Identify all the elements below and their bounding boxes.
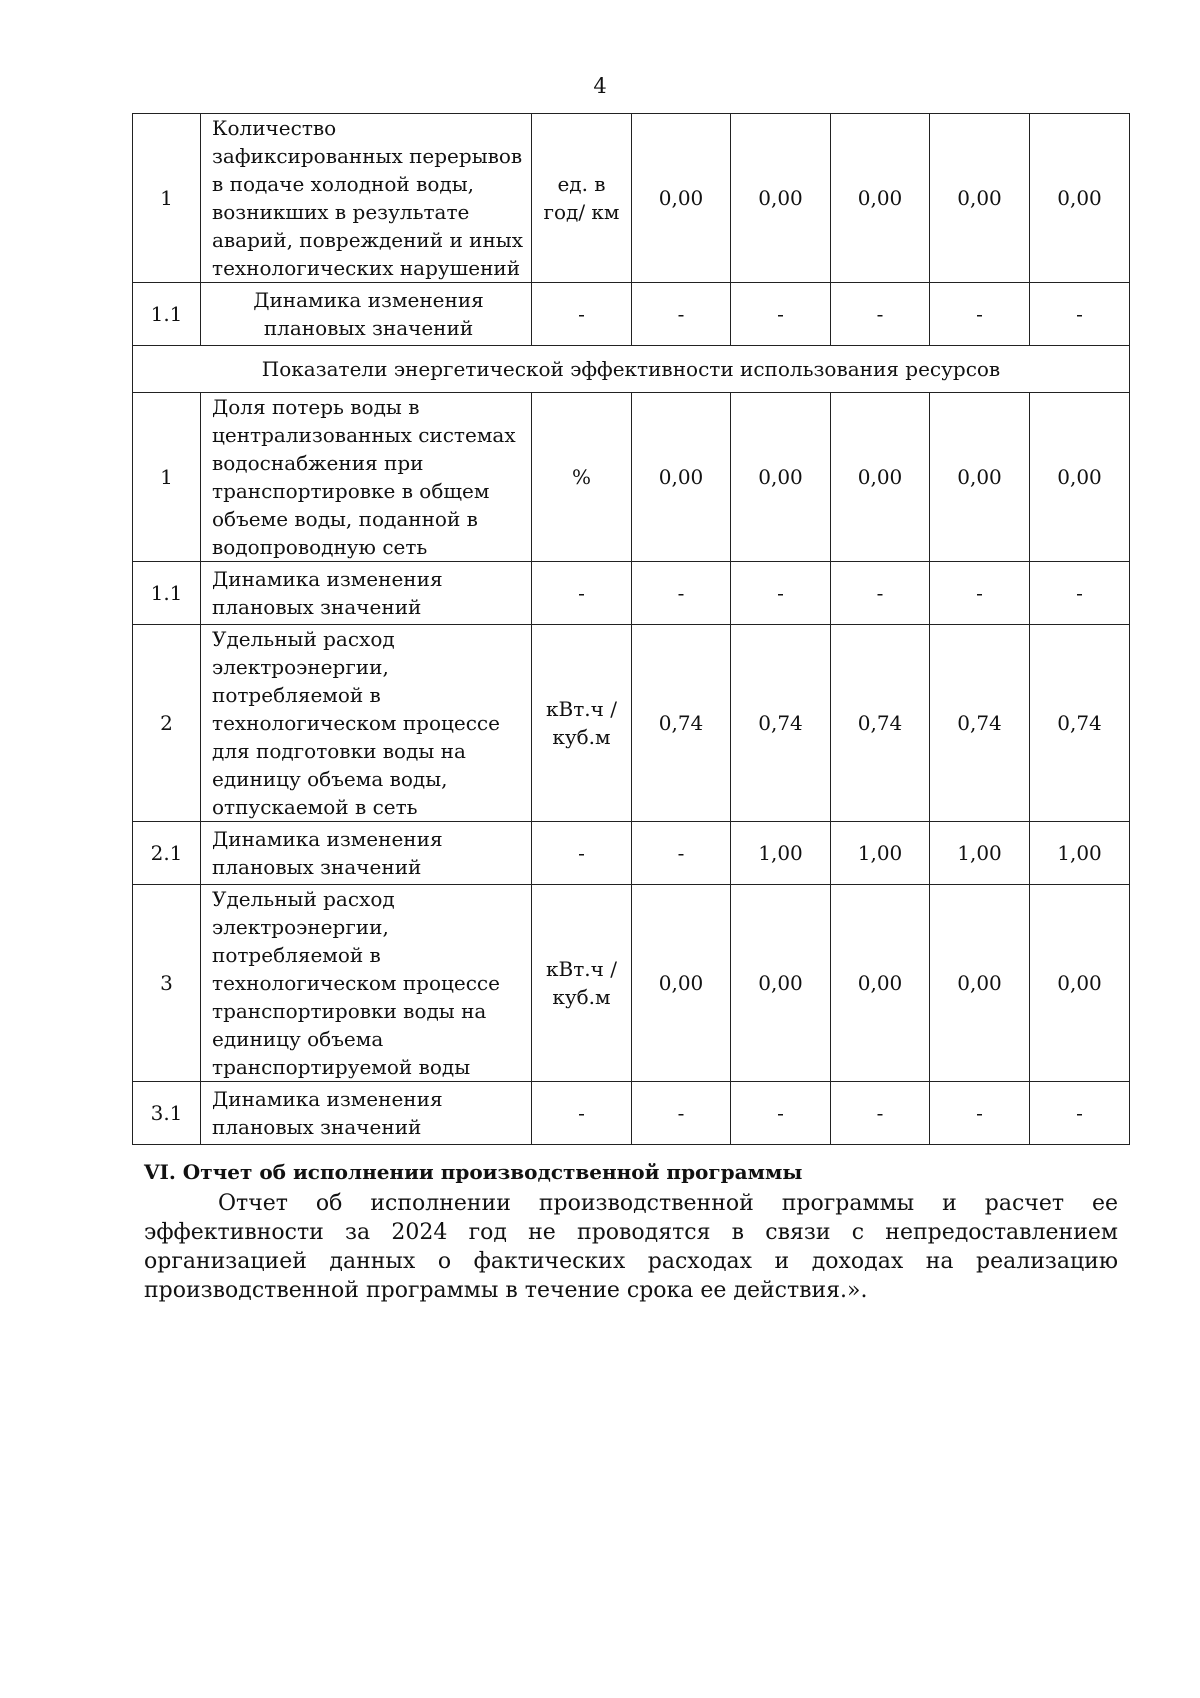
row-number: 3: [133, 885, 201, 1082]
value-cell: 0,00: [1030, 393, 1130, 562]
row-number: 2.1: [133, 822, 201, 885]
table-row: [133, 562, 1130, 625]
value-cell: -: [1030, 283, 1130, 346]
row-number: 1: [133, 114, 201, 283]
value-cell: 0,00: [632, 885, 731, 1082]
indicator-name: Динамика изменения плановых значений: [201, 822, 532, 885]
unit-cell: ед. в год/ км: [532, 114, 632, 283]
value-cell: -: [632, 822, 731, 885]
unit-cell: кВт.ч / куб.м: [532, 885, 632, 1082]
value-cell: -: [632, 562, 731, 625]
value-cell: 0,00: [1030, 114, 1130, 283]
value-cell: -: [1030, 1082, 1130, 1145]
table-row: [133, 393, 1130, 562]
value-cell: 0,00: [731, 393, 831, 562]
value-cell: 0,00: [831, 393, 930, 562]
value-cell: -: [930, 562, 1030, 625]
value-cell: 1,00: [930, 822, 1030, 885]
value-cell: 0,74: [930, 625, 1030, 822]
indicator-name: Динамика изменения плановых значений: [201, 562, 532, 625]
table-row: [133, 822, 1130, 885]
indicator-name: Количество зафиксированных перерывов в подаче холодной воды, возникших в результате аварий, повреждений и иных технологических нарушений: [201, 114, 532, 283]
value-cell: 0,74: [1030, 625, 1130, 822]
value-cell: 0,00: [831, 885, 930, 1082]
table-row: [133, 885, 1130, 1082]
value-cell: 0,00: [831, 114, 930, 283]
value-cell: -: [731, 283, 831, 346]
body-paragraph: Отчет об исполнении производственной программы и расчет ее эффективности за 2024 год не проводятся в связи с непредоставлением организацией данных о фактических расходах и доходах на реализацию производственной программы в течение срока ее действия.».: [144, 1191, 1118, 1303]
value-cell: -: [831, 283, 930, 346]
value-cell: 0,00: [731, 885, 831, 1082]
section-row: [133, 346, 1130, 393]
row-number: 1: [133, 393, 201, 562]
indicator-name: Доля потерь воды в централизованных системах водоснабжения при транспортировке в общем объеме воды, поданной в водопроводную сеть: [201, 393, 532, 562]
value-cell: 0,00: [731, 114, 831, 283]
value-cell: -: [930, 283, 1030, 346]
table-row: [133, 114, 1130, 283]
value-cell: 0,74: [831, 625, 930, 822]
value-cell: 1,00: [731, 822, 831, 885]
table-row: [133, 1082, 1130, 1145]
value-cell: 1,00: [831, 822, 930, 885]
value-cell: 0,00: [632, 393, 731, 562]
value-cell: -: [632, 283, 731, 346]
section-heading: VI. Отчет об исполнении производственной программы: [144, 1160, 803, 1184]
unit-cell: -: [532, 822, 632, 885]
unit-cell: -: [532, 283, 632, 346]
value-cell: 1,00: [1030, 822, 1130, 885]
unit-cell: кВт.ч / куб.м: [532, 625, 632, 822]
indicator-name: Удельный расход электроэнергии, потребляемой в технологическом процессе транспортировки воды на единицу объема транспортируемой воды: [201, 885, 532, 1082]
value-cell: 0,00: [930, 393, 1030, 562]
indicator-name: Динамика изменения плановых значений: [201, 283, 532, 346]
page-number: 4: [593, 74, 607, 98]
value-cell: -: [831, 1082, 930, 1145]
row-number: 1.1: [133, 562, 201, 625]
value-cell: 0,00: [930, 885, 1030, 1082]
row-number: 3.1: [133, 1082, 201, 1145]
value-cell: 0,00: [632, 114, 731, 283]
section-title: Показатели энергетической эффективности использования ресурсов: [133, 346, 1130, 393]
indicator-name: Динамика изменения плановых значений: [201, 1082, 532, 1145]
value-cell: 0,74: [731, 625, 831, 822]
unit-cell: -: [532, 1082, 632, 1145]
value-cell: 0,00: [1030, 885, 1130, 1082]
value-cell: -: [1030, 562, 1130, 625]
unit-cell: -: [532, 562, 632, 625]
value-cell: 0,00: [930, 114, 1030, 283]
value-cell: -: [930, 1082, 1030, 1145]
row-number: 1.1: [133, 283, 201, 346]
value-cell: -: [731, 1082, 831, 1145]
indicator-name: Удельный расход электроэнергии, потребляемой в технологическом процессе для подготовки воды на единицу объема воды, отпускаемой в сеть: [201, 625, 532, 822]
indicators-table: [132, 113, 1130, 1145]
table-row: [133, 625, 1130, 822]
value-cell: -: [731, 562, 831, 625]
value-cell: 0,74: [632, 625, 731, 822]
unit-cell: %: [532, 393, 632, 562]
value-cell: -: [831, 562, 930, 625]
value-cell: -: [632, 1082, 731, 1145]
row-number: 2: [133, 625, 201, 822]
table-row: [133, 283, 1130, 346]
